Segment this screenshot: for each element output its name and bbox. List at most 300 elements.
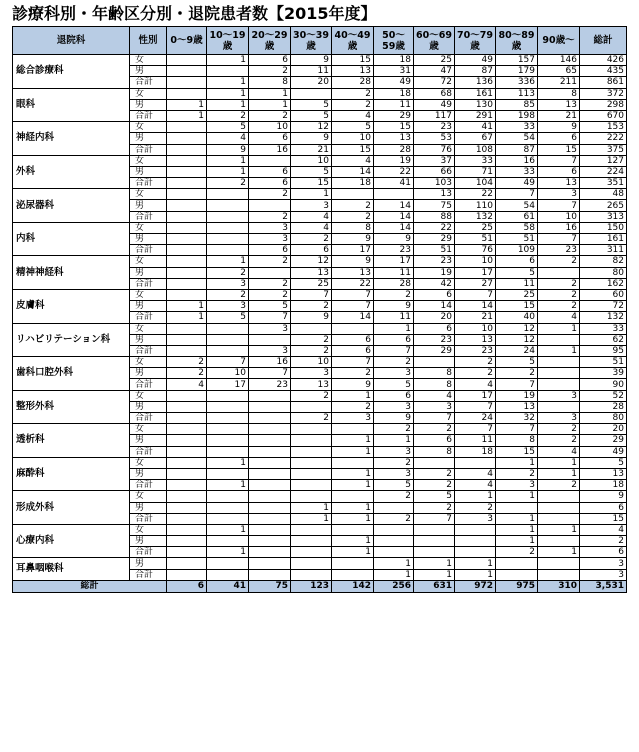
value-cell bbox=[207, 189, 249, 200]
value-cell: 17 bbox=[374, 256, 414, 267]
value-cell bbox=[207, 323, 249, 334]
value-cell: 224 bbox=[580, 166, 627, 177]
department-name: 精神神経科 bbox=[13, 256, 130, 290]
value-cell: 1 bbox=[167, 312, 207, 323]
department-name: 総合診療科 bbox=[13, 55, 130, 89]
value-cell: 33 bbox=[496, 166, 538, 177]
value-cell bbox=[249, 558, 291, 569]
value-cell: 52 bbox=[580, 390, 627, 401]
value-cell: 49 bbox=[414, 99, 455, 110]
value-cell: 28 bbox=[374, 144, 414, 155]
sex-cell: 合計 bbox=[130, 278, 167, 289]
value-cell: 16 bbox=[249, 357, 291, 368]
value-cell: 15 bbox=[496, 446, 538, 457]
value-cell bbox=[167, 468, 207, 479]
value-cell: 11 bbox=[374, 267, 414, 278]
value-cell: 14 bbox=[374, 211, 414, 222]
sex-cell: 合計 bbox=[130, 513, 167, 524]
sex-cell: 合計 bbox=[130, 446, 167, 457]
value-cell: 28 bbox=[374, 278, 414, 289]
value-cell: 7 bbox=[332, 289, 374, 300]
value-cell: 4 bbox=[332, 110, 374, 121]
grand-total-value: 142 bbox=[332, 580, 374, 592]
value-cell bbox=[167, 155, 207, 166]
value-cell: 2 bbox=[167, 368, 207, 379]
value-cell: 14 bbox=[332, 312, 374, 323]
value-cell bbox=[291, 524, 332, 535]
value-cell: 1 bbox=[496, 536, 538, 547]
value-cell: 861 bbox=[580, 77, 627, 88]
value-cell bbox=[167, 524, 207, 535]
grand-total-label: 総計 bbox=[13, 580, 167, 592]
value-cell: 6 bbox=[496, 256, 538, 267]
value-cell bbox=[249, 569, 291, 580]
value-cell bbox=[167, 211, 207, 222]
value-cell: 9 bbox=[291, 312, 332, 323]
value-cell: 95 bbox=[580, 345, 627, 356]
value-cell: 68 bbox=[414, 88, 455, 99]
value-cell bbox=[167, 222, 207, 233]
sex-cell: 女 bbox=[130, 55, 167, 66]
value-cell: 2 bbox=[538, 278, 580, 289]
table-row bbox=[13, 88, 627, 99]
sex-cell: 合計 bbox=[130, 178, 167, 189]
value-cell bbox=[167, 133, 207, 144]
value-cell: 2 bbox=[291, 390, 332, 401]
sex-cell: 合計 bbox=[130, 110, 167, 121]
sex-cell: 男 bbox=[130, 200, 167, 211]
value-cell: 222 bbox=[580, 133, 627, 144]
grand-total-value: 975 bbox=[496, 580, 538, 592]
value-cell bbox=[374, 524, 414, 535]
value-cell: 82 bbox=[580, 256, 627, 267]
value-cell: 53 bbox=[414, 133, 455, 144]
value-cell: 4 bbox=[291, 211, 332, 222]
value-cell bbox=[167, 166, 207, 177]
value-cell: 351 bbox=[580, 178, 627, 189]
value-cell: 47 bbox=[414, 66, 455, 77]
value-cell: 23 bbox=[414, 122, 455, 133]
value-cell: 15 bbox=[496, 301, 538, 312]
value-cell: 10 bbox=[291, 155, 332, 166]
value-cell: 37 bbox=[414, 155, 455, 166]
value-cell: 110 bbox=[455, 200, 496, 211]
value-cell: 9 bbox=[332, 234, 374, 245]
table-row bbox=[13, 55, 627, 66]
value-cell: 179 bbox=[496, 66, 538, 77]
value-cell: 7 bbox=[332, 301, 374, 312]
column-header: 40〜49歳 bbox=[332, 27, 374, 55]
value-cell: 23 bbox=[414, 334, 455, 345]
value-cell: 49 bbox=[374, 77, 414, 88]
value-cell: 2 bbox=[374, 491, 414, 502]
value-cell: 4 bbox=[167, 379, 207, 390]
value-cell: 1 bbox=[167, 301, 207, 312]
value-cell: 17 bbox=[455, 267, 496, 278]
value-cell bbox=[538, 368, 580, 379]
page-title: 診療科別・年齢区分別・退院患者数【2015年度】 bbox=[12, 4, 377, 23]
value-cell: 2 bbox=[374, 424, 414, 435]
value-cell: 2 bbox=[332, 200, 374, 211]
value-cell: 2 bbox=[496, 468, 538, 479]
value-cell bbox=[167, 178, 207, 189]
value-cell: 5 bbox=[249, 301, 291, 312]
value-cell: 1 bbox=[332, 446, 374, 457]
value-cell: 23 bbox=[538, 245, 580, 256]
value-cell: 19 bbox=[374, 155, 414, 166]
value-cell bbox=[167, 345, 207, 356]
value-cell: 41 bbox=[455, 122, 496, 133]
table-row bbox=[13, 457, 627, 468]
value-cell: 3 bbox=[291, 368, 332, 379]
value-cell: 19 bbox=[414, 267, 455, 278]
value-cell: 29 bbox=[374, 110, 414, 121]
value-cell: 27 bbox=[455, 278, 496, 289]
grand-total-value: 6 bbox=[167, 580, 207, 592]
value-cell bbox=[207, 491, 249, 502]
value-cell: 3 bbox=[249, 345, 291, 356]
sex-cell: 女 bbox=[130, 323, 167, 334]
value-cell: 18 bbox=[374, 55, 414, 66]
grand-total-value: 123 bbox=[291, 580, 332, 592]
sex-cell: 合計 bbox=[130, 569, 167, 580]
value-cell bbox=[538, 379, 580, 390]
value-cell: 17 bbox=[207, 379, 249, 390]
value-cell bbox=[167, 323, 207, 334]
value-cell bbox=[291, 468, 332, 479]
value-cell: 23 bbox=[414, 256, 455, 267]
value-cell: 23 bbox=[455, 345, 496, 356]
value-cell: 3 bbox=[332, 413, 374, 424]
value-cell: 4 bbox=[538, 446, 580, 457]
value-cell: 16 bbox=[249, 144, 291, 155]
grand-total-value: 631 bbox=[414, 580, 455, 592]
value-cell: 13 bbox=[414, 189, 455, 200]
value-cell: 7 bbox=[538, 234, 580, 245]
department-name: リハビリテーション科 bbox=[13, 323, 130, 357]
department-name: 外科 bbox=[13, 155, 130, 189]
sex-cell: 合計 bbox=[130, 211, 167, 222]
sex-cell: 女 bbox=[130, 390, 167, 401]
value-cell: 18 bbox=[580, 480, 627, 491]
value-cell: 2 bbox=[455, 502, 496, 513]
value-cell: 2 bbox=[249, 256, 291, 267]
value-cell: 42 bbox=[414, 278, 455, 289]
value-cell: 2 bbox=[332, 99, 374, 110]
sex-cell: 女 bbox=[130, 189, 167, 200]
value-cell: 13 bbox=[374, 133, 414, 144]
value-cell: 28 bbox=[332, 77, 374, 88]
value-cell: 2 bbox=[249, 289, 291, 300]
value-cell bbox=[167, 278, 207, 289]
value-cell: 4 bbox=[207, 133, 249, 144]
value-cell: 21 bbox=[291, 144, 332, 155]
value-cell: 1 bbox=[207, 55, 249, 66]
table-row bbox=[13, 424, 627, 435]
value-cell bbox=[374, 189, 414, 200]
value-cell bbox=[374, 536, 414, 547]
value-cell: 13 bbox=[291, 379, 332, 390]
value-cell: 25 bbox=[291, 278, 332, 289]
value-cell: 1 bbox=[249, 88, 291, 99]
value-cell: 1 bbox=[374, 569, 414, 580]
value-cell: 157 bbox=[496, 55, 538, 66]
value-cell: 336 bbox=[496, 77, 538, 88]
header-row bbox=[13, 27, 627, 55]
value-cell: 15 bbox=[580, 513, 627, 524]
value-cell: 2 bbox=[538, 424, 580, 435]
value-cell: 3 bbox=[207, 278, 249, 289]
value-cell: 3 bbox=[249, 323, 291, 334]
value-cell: 1 bbox=[496, 491, 538, 502]
value-cell bbox=[167, 558, 207, 569]
value-cell: 8 bbox=[249, 77, 291, 88]
value-cell bbox=[249, 334, 291, 345]
value-cell: 132 bbox=[455, 211, 496, 222]
value-cell: 1 bbox=[538, 468, 580, 479]
value-cell: 1 bbox=[207, 547, 249, 558]
value-cell: 1 bbox=[207, 524, 249, 535]
value-cell: 1 bbox=[496, 457, 538, 468]
value-cell: 3 bbox=[455, 513, 496, 524]
value-cell: 1 bbox=[496, 524, 538, 535]
value-cell bbox=[414, 524, 455, 535]
sex-cell: 合計 bbox=[130, 547, 167, 558]
value-cell: 9 bbox=[538, 122, 580, 133]
sex-cell: 男 bbox=[130, 99, 167, 110]
value-cell: 4 bbox=[332, 155, 374, 166]
value-cell: 7 bbox=[496, 189, 538, 200]
value-cell: 372 bbox=[580, 88, 627, 99]
value-cell: 2 bbox=[291, 334, 332, 345]
value-cell: 3 bbox=[249, 222, 291, 233]
value-cell: 15 bbox=[538, 144, 580, 155]
sex-cell: 男 bbox=[130, 267, 167, 278]
value-cell bbox=[414, 357, 455, 368]
value-cell: 2 bbox=[332, 211, 374, 222]
value-cell: 9 bbox=[207, 144, 249, 155]
value-cell bbox=[332, 569, 374, 580]
value-cell: 265 bbox=[580, 200, 627, 211]
value-cell: 10 bbox=[249, 122, 291, 133]
discharge-table bbox=[12, 26, 627, 593]
value-cell: 1 bbox=[167, 110, 207, 121]
value-cell: 2 bbox=[374, 357, 414, 368]
value-cell: 32 bbox=[496, 413, 538, 424]
value-cell: 1 bbox=[538, 323, 580, 334]
table-row bbox=[13, 155, 627, 166]
value-cell: 1 bbox=[332, 513, 374, 524]
table-row bbox=[13, 289, 627, 300]
value-cell bbox=[167, 435, 207, 446]
value-cell bbox=[249, 424, 291, 435]
value-cell bbox=[167, 267, 207, 278]
value-cell: 1 bbox=[332, 480, 374, 491]
sex-cell: 男 bbox=[130, 435, 167, 446]
value-cell bbox=[167, 289, 207, 300]
value-cell: 6 bbox=[538, 133, 580, 144]
value-cell: 14 bbox=[414, 301, 455, 312]
department-name: 神経内科 bbox=[13, 122, 130, 156]
value-cell: 2 bbox=[496, 547, 538, 558]
value-cell: 25 bbox=[455, 222, 496, 233]
value-cell bbox=[167, 480, 207, 491]
value-cell: 71 bbox=[455, 166, 496, 177]
value-cell: 75 bbox=[414, 200, 455, 211]
value-cell: 2 bbox=[167, 357, 207, 368]
value-cell: 1 bbox=[207, 88, 249, 99]
value-cell: 2 bbox=[538, 301, 580, 312]
value-cell: 2 bbox=[249, 278, 291, 289]
value-cell bbox=[167, 88, 207, 99]
value-cell: 2 bbox=[332, 368, 374, 379]
value-cell: 5 bbox=[496, 267, 538, 278]
value-cell bbox=[291, 536, 332, 547]
value-cell bbox=[332, 457, 374, 468]
value-cell: 1 bbox=[207, 77, 249, 88]
table-row bbox=[13, 189, 627, 200]
value-cell: 9 bbox=[374, 234, 414, 245]
value-cell: 3 bbox=[249, 234, 291, 245]
value-cell: 14 bbox=[332, 166, 374, 177]
sex-cell: 男 bbox=[130, 66, 167, 77]
value-cell bbox=[207, 211, 249, 222]
value-cell: 1 bbox=[332, 502, 374, 513]
value-cell: 5 bbox=[207, 312, 249, 323]
value-cell bbox=[167, 200, 207, 211]
value-cell bbox=[249, 547, 291, 558]
sex-cell: 女 bbox=[130, 222, 167, 233]
value-cell: 25 bbox=[414, 55, 455, 66]
value-cell: 103 bbox=[414, 178, 455, 189]
value-cell: 13 bbox=[538, 99, 580, 110]
value-cell bbox=[538, 569, 580, 580]
value-cell: 117 bbox=[414, 110, 455, 121]
value-cell: 12 bbox=[496, 323, 538, 334]
value-cell: 1 bbox=[207, 155, 249, 166]
value-cell: 4 bbox=[455, 379, 496, 390]
value-cell: 1 bbox=[291, 513, 332, 524]
value-cell bbox=[207, 66, 249, 77]
grand-total-value: 256 bbox=[374, 580, 414, 592]
department-name: 皮膚科 bbox=[13, 289, 130, 323]
value-cell: 16 bbox=[496, 155, 538, 166]
value-cell: 1 bbox=[414, 569, 455, 580]
value-cell bbox=[249, 513, 291, 524]
value-cell: 13 bbox=[332, 267, 374, 278]
value-cell: 7 bbox=[249, 312, 291, 323]
value-cell: 20 bbox=[291, 77, 332, 88]
value-cell bbox=[167, 122, 207, 133]
table-row bbox=[13, 222, 627, 233]
value-cell: 146 bbox=[538, 55, 580, 66]
value-cell: 1 bbox=[538, 457, 580, 468]
value-cell: 2 bbox=[455, 357, 496, 368]
value-cell: 9 bbox=[291, 55, 332, 66]
value-cell bbox=[538, 401, 580, 412]
value-cell: 2 bbox=[291, 413, 332, 424]
value-cell: 6 bbox=[414, 323, 455, 334]
value-cell bbox=[538, 536, 580, 547]
value-cell bbox=[207, 222, 249, 233]
value-cell bbox=[538, 558, 580, 569]
table-row bbox=[13, 323, 627, 334]
column-header: 10〜19歳 bbox=[207, 27, 249, 55]
column-header: 70〜79歳 bbox=[455, 27, 496, 55]
value-cell: 2 bbox=[580, 536, 627, 547]
value-cell: 15 bbox=[374, 122, 414, 133]
value-cell: 1 bbox=[207, 256, 249, 267]
value-cell bbox=[167, 234, 207, 245]
value-cell: 90 bbox=[580, 379, 627, 390]
value-cell: 3 bbox=[374, 401, 414, 412]
department-name: 耳鼻咽喉科 bbox=[13, 558, 130, 580]
value-cell: 1 bbox=[374, 323, 414, 334]
value-cell bbox=[167, 55, 207, 66]
value-cell: 9 bbox=[374, 301, 414, 312]
value-cell: 3 bbox=[374, 368, 414, 379]
value-cell: 6 bbox=[332, 345, 374, 356]
value-cell: 1 bbox=[332, 547, 374, 558]
value-cell bbox=[291, 547, 332, 558]
value-cell bbox=[249, 502, 291, 513]
value-cell bbox=[167, 390, 207, 401]
value-cell bbox=[207, 234, 249, 245]
value-cell bbox=[207, 502, 249, 513]
value-cell: 5 bbox=[332, 122, 374, 133]
value-cell bbox=[538, 334, 580, 345]
value-cell: 2 bbox=[249, 66, 291, 77]
value-cell: 4 bbox=[580, 524, 627, 535]
value-cell: 33 bbox=[496, 122, 538, 133]
value-cell: 49 bbox=[496, 178, 538, 189]
value-cell: 7 bbox=[207, 357, 249, 368]
value-cell: 7 bbox=[332, 357, 374, 368]
sex-cell: 女 bbox=[130, 457, 167, 468]
value-cell bbox=[167, 256, 207, 267]
value-cell: 1 bbox=[455, 569, 496, 580]
value-cell: 88 bbox=[414, 211, 455, 222]
value-cell: 1 bbox=[207, 166, 249, 177]
value-cell: 1 bbox=[455, 491, 496, 502]
value-cell bbox=[249, 200, 291, 211]
value-cell bbox=[538, 513, 580, 524]
value-cell: 6 bbox=[291, 245, 332, 256]
value-cell: 6 bbox=[414, 289, 455, 300]
value-cell bbox=[207, 424, 249, 435]
value-cell bbox=[207, 345, 249, 356]
value-cell: 1 bbox=[538, 345, 580, 356]
value-cell: 62 bbox=[580, 334, 627, 345]
value-cell: 12 bbox=[496, 334, 538, 345]
value-cell bbox=[207, 413, 249, 424]
value-cell: 104 bbox=[455, 178, 496, 189]
value-cell: 6 bbox=[332, 334, 374, 345]
value-cell: 1 bbox=[291, 189, 332, 200]
value-cell: 39 bbox=[580, 368, 627, 379]
value-cell: 3 bbox=[374, 446, 414, 457]
sex-cell: 女 bbox=[130, 524, 167, 535]
value-cell: 21 bbox=[455, 312, 496, 323]
value-cell: 13 bbox=[580, 468, 627, 479]
value-cell: 2 bbox=[249, 211, 291, 222]
value-cell bbox=[207, 569, 249, 580]
value-cell bbox=[167, 569, 207, 580]
value-cell bbox=[207, 245, 249, 256]
department-name: 泌尿器科 bbox=[13, 189, 130, 223]
value-cell bbox=[332, 189, 374, 200]
value-cell: 7 bbox=[455, 424, 496, 435]
